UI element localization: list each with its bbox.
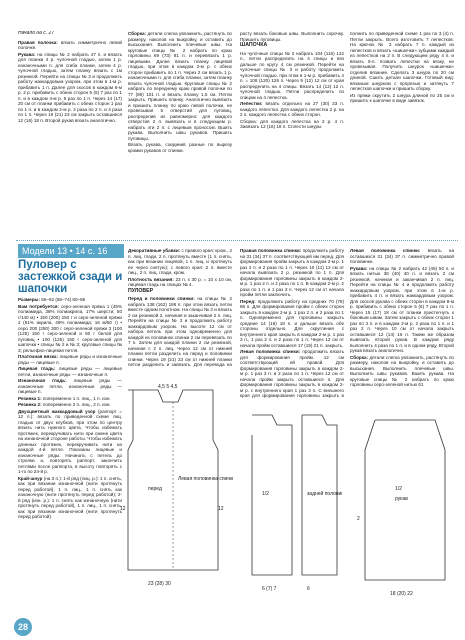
paragraph — [18, 354, 122, 365]
paragraph-text: серо-зеленая пряжа 1 (45% полиамида, 38% полиакрила, 17% шерсти; 50 г/140 м) • 150 (200) 250 г и серо-зеленой пряжи 2 (51% акрила, 49% полиамида; 16 м/50 г) • серо 200 (250) 300 г серо-зеленой пряжи 3 (100 (125) 150 г серо-зеленой и 50 г белой для пуговиц • 100 (125) 150 г серо-зеленой для шапочки • спицы № 2 и № 3; круговые спицы № 3; рельефно-лицевая петля. — [18, 303, 122, 353]
paragraph-heading: Сборка: — [350, 354, 369, 360]
paragraph-heading: Правая полочка: — [18, 39, 58, 45]
svg-text:6: 6 — [307, 586, 310, 592]
paragraph-heading: Рукава: — [350, 265, 368, 271]
paragraph-heading: Вам потребуется: — [18, 303, 59, 309]
paragraph-heading: Рукава: — [18, 51, 36, 57]
column-2-top — [128, 31, 232, 236]
paragraph-text: попеременно 1 п. лиц., 1 п. изн. — [41, 395, 111, 401]
paragraph-text: расту вязать боковые швы. Выполнить сорочку. Пришить пуговицы. — [240, 31, 344, 42]
paragraph — [240, 248, 344, 298]
column-1-top — [18, 31, 122, 236]
paragraph-heading: Платочная вязка: — [18, 354, 58, 359]
paragraph-text: 56–62 (68–74) 80–86 — [40, 297, 86, 302]
paragraph-text: (раппорт = 12 п.): вязать по приведенной схеме лиц. гладью от двух клубков, при этом по центру вязать нить нужного цвета. Чтобы избежать протяжек, перекручивать нити при смене цвета на изнаночной стороне работы. Чтобы избежать длинных протяжек, перекручивать нити на каждой 4-й петле. Показаны лицевые и изнаночные ряды. Начинать с петель до стрелки a, повторять раппорт, закончить петлями после раппорта, в высоту повторять с 1-го по 24-й р. — [18, 408, 122, 474]
paragraph — [128, 248, 232, 276]
paragraph — [240, 119, 344, 130]
paragraph — [18, 396, 122, 402]
paragraph-text: Вязать рукава, соединив разные по вырезу кромки рукавов от спинки. — [128, 142, 232, 153]
column-3-top — [240, 31, 344, 236]
paragraph-heading: Лицевая гладь: — [18, 366, 56, 371]
paragraph — [240, 51, 344, 101]
svg-text:2: 2 — [357, 516, 360, 522]
paragraph-text: полнить по приведенной схеме 1 раз по 3 (4) п. Петли закрыть. Всего изготовить 7 лепестков. На крючок № 3 набрать 7 п. каждый из лепестков и вязать «шишечки» зубцами каждый из лепестков на 2 п. В следующем ряду 4 п. и вязать 5-п. позвать лепестки на вязку, не провязывая. Получить шнурок «шишечки» отделив вязание. Сделать 3 шнура по 20 см длиной. Сшить детали шапочки. Готовый вид: вязаным шнурком с прорезью и затянуть 7 лепестков шапочки и пришить сборку. — [350, 31, 454, 91]
paragraph-text: продолжить вязать для формирования пройм. 12 см соответствующий ей правой. Для формирования горловины закрыть в каждом 2-м р. 1 раз 3 п. и 2 раза по 1 п. Через 12 см от начала пройм закрыть оставшиеся п. Для формирования горловины закрыть в каждом 2-м р. с внутреннего края 1 раз 3 п. С внешнего края для формирования горловины закрыть в — [240, 349, 344, 398]
pattern-diagram-sleeve — [355, 410, 455, 610]
paragraph-text: лицевые ряды и изнаночные ряды — лицевые п. — [18, 354, 122, 365]
paragraph-heading: Правая половинка спинки: — [240, 248, 302, 253]
paragraph-heading: Перед и половинки спинки: — [128, 296, 195, 301]
paragraph-heading: Двухцветный жаккардовый узор — [18, 408, 96, 414]
paragraph — [18, 409, 122, 475]
paragraph — [18, 297, 122, 303]
pattern-diagram-back — [242, 405, 342, 605]
paragraph-heading: Плотность вязания: — [128, 276, 174, 282]
paragraph-text: на спицы № 2 набрать 42 (46) 50 п. и вязать нитью 36 (40) 40 п. и вязать 2 см резинкой, начиная и заканчивая 2 п. лиц. Перейти на спицы № 4 и продолжить работу жаккардовым узором, при этом в 1-м р. прибавить 4 п. и вязать жаккардовым узором. Для скосов рукава с обеих сторон в каждом 8-м р. прибавить с обеих сторон 5 (6) 7 раз по 1 п. Через 15 (17) 18 см от планки пристегнуть к боковым швам. Затем закрыть с обеих сторон 1 раз по 3 п. и в каждом 2-м р. 2 раза по 1 п. и 1 раз 2 п. Через 10 см от начала закрыть оставшиеся 12 (14) 16 п. Таким же образом вывязать второй рукав. В каждом ряду выполнить 4 раза по 1 п. и в одном ряду. Второй рукав вязать аналогично. — [350, 265, 454, 353]
svg-text:12: 12 — [120, 506, 126, 512]
paragraph — [240, 349, 344, 398]
svg-text:рукав: рукав — [395, 496, 408, 502]
paragraph-heading: Край-шнур — [18, 475, 43, 481]
paragraph — [18, 40, 122, 51]
model-title: Пуловер с застежкой сзади и шапочки — [18, 259, 123, 295]
svg-text:задней половинки: задней полови — [307, 491, 342, 497]
paragraph — [128, 31, 232, 141]
paragraph-text: Из пряжи скрутить 2 шнура длиной по 25 см и пришить к шапочке в виде завязок. — [350, 92, 454, 103]
paragraph-heading: Левая половинка спинки: — [350, 248, 421, 253]
svg-text:1/2: 1/2 — [395, 486, 402, 492]
paragraph-heading: Сборка: — [128, 31, 147, 36]
section-divider — [16, 240, 458, 241]
paragraph-text: детали слегка увлажнить, растянуть по размеру, наколов на выкройку, и оставить до высыхания. Выполнить плечевые швы. На круговые спицы № 2 набрать по краю горловины 69 (73) 81 п. и перевязать 1 р. лицевыми. Далее вязать планку лицевой гладью, при этом в каждом 2-м р. с обеих сторон прибавить по 1 п. Через 2 см вязать 1 р. изнаночными п. для сгиба планки, затем планку вязать чулочной гладью. Круговые спицы № 2 набрать по переднему краю правой полочки по 77 (89) 101 п. и вязать планку 1,5 см. Петли закрыть. Пришить планку. Аналогично вывязать и пришить планку по краю левой полочки, не провязывая 5 отверстий для пуговиц, распределив их равномерно: для каждого отверстия 2 п. вывязать и в следующем р. набрать эти 2 п. с лицевым проносом. Вшить рукава. Выполнить швы рукавов. Пришить пуговицы. — [128, 31, 232, 141]
column-4-top — [350, 31, 454, 236]
paragraph-text: (на 3 п.): 1-й ряд (лиц. р.): 1 п. снять, как при вязании изнаночной (нити протянуть перед работой), 1 п. лиц., 1 п. снять как изнаночную (нити протянуть перед работой); 2-й ряд (изн. р.): 1 п. снять как изнаночную (нити протянуть перед работой), 1 п. лиц., 1 п. снять, как при вязании изнаночной (нити протянуть перед работой). — [18, 475, 122, 519]
svg-text:12: 12 — [218, 506, 224, 512]
column-4-bottom — [350, 248, 454, 408]
page-number: 28 — [14, 618, 32, 636]
paragraph — [240, 31, 344, 42]
column-3-bottom — [240, 248, 344, 398]
paragraph-text: попеременно 2 п. лиц., 2 п. изн. — [41, 402, 111, 407]
paragraph-heading: Декоративные убавки: — [128, 248, 181, 253]
paragraph-text: продолжить работу на средних 70 (78) 86 п. Для формирования пройм с обеих сторон закрыть в каждом 2-м р. 1 раз 2 п. и 2 раза по 1 п. Одновременно для горловины закрыть средние 14 (16) 18 п. и дальше вязать обе стороны отдельно. Для скругления с внутреннего края закрыть в каждом 2-м р. 1 раз 3 п., 1 раз 2 п. и 2 раза по 1 п. Через 12 см от начала пройм оставшиеся 17 (19) 21 п. закрыть. — [240, 298, 344, 348]
paragraph — [128, 296, 232, 368]
paragraph-text: Сборка: для каждого лепестка на 2 р. 4 п. Завязать 12 (16) 18 п. Сплести шнуры — [240, 118, 344, 129]
front-label: перед — [148, 486, 162, 492]
paragraph-text: на спицы № 2 набрать 138 (162) 186 п. при этом вязать петли вместе одним полотном. На спицы № 3 и вязать 2 см резинкой 2, начиная и заканчивая 2 п. лиц. Перейти на спицы № 3 и продолжить работу жаккардовым узором. На высоте 12 см от набора петель при этом одновременно для каждой из половинок спинки 2 см перевязать по 7 п. Затем для каждой планки 2 см резинкой, начиная с 2 п. лиц. Через 12 см от нижней планки петли разделить на перед и половинки спинки. Через 19 (21) 23 см от нижней планки петли разделить и завязать. Для перевода на — [128, 296, 232, 367]
paragraph-text: продолжить работу на 31 (34) 37 п. соответствующей им перед. Для формирования пройм закрыть в каждом 2-м р. 1 раз 2 п. и 2 раза по 1 п. Через 10 (11) 12 см от начала вывязать 2 р. резинкой по 1 п. Для формирования горловины закрыть в каждом 2-м р. 1 раз 2 п. и 2 раза по 1 п. В каждом 2-м р. 2 раза по 1 п. и 1 раз 3 п. Через 12 см от начала пройм петли заключить. — [240, 248, 344, 297]
paragraph — [18, 304, 122, 354]
pattern-diagram-front — [118, 380, 233, 610]
paragraph-heading: Изнаночная гладь: — [18, 378, 67, 383]
paragraph-heading: Левая половинка спинки: — [240, 349, 301, 354]
svg-text:6 (7) 7: 6 (7) 7 — [262, 586, 277, 592]
paragraph-heading: Перед: — [240, 298, 256, 304]
continued-label: Начало на с. 27 — [18, 31, 55, 36]
paragraph — [350, 355, 454, 388]
paragraph — [350, 93, 454, 104]
paragraph-text: лицевые ряды — изнаночные петли, изнаночные ряды — лицевые п. — [18, 378, 122, 394]
paragraph — [18, 476, 122, 520]
paragraph-text: с правого края: кром., 2 п. лиц. глади, 2 п. протянуть вместе (1 п. снять, как при вязании лицевой, 1 п. лиц. и протянуть ее через снятую); с левого края: 2 п. вместе лиц., 2 п. лиц. глади, кром. — [128, 248, 232, 275]
paragraph — [128, 277, 232, 288]
paragraph-text: вязать на оставшихся 31 (34) 37 п. симметрично правой половинке. — [350, 248, 454, 264]
paragraph — [350, 248, 454, 265]
paragraph-heading: Резинка 2: — [18, 402, 42, 407]
section-heading: ШАПОЧКА — [240, 42, 268, 48]
paragraph-heading: Резинка 1: — [18, 395, 42, 401]
section-heading: ПУЛОВЕР — [128, 287, 154, 294]
paragraph-heading: Лепестки: — [240, 101, 263, 106]
svg-text:18 (20) 22: 18 (20) 22 — [390, 591, 413, 597]
paragraph — [18, 378, 122, 395]
paragraph — [240, 299, 344, 349]
paragraph-text: 23 п. х 30 р. = 10 х 10 см, лицевая гладь на спицах № 4. — [128, 276, 232, 287]
paragraph-text: На чулочные спицы № 2 набрать 104 (116) 122 п., петли распределить на 4 спицы и вяз дальше по кругу 4 см резинкой. Перейти на чулочные спицы № 3 и работу продолжить чулочной гладью, при этом в 1-м р. прибавить 4 п. = 108 (120) 126 п. Через 9 (12) 12 см от края распределить на 4 спицы. Вязать 14 (12) 12 п. чулочной гладью. Петли распределить по спицам на 4 лепестка. — [240, 50, 344, 100]
paragraph-text: вязать симметрично левой полочке. — [18, 39, 122, 50]
paragraph — [18, 402, 122, 408]
paragraph — [128, 142, 232, 153]
paragraph — [350, 31, 454, 92]
model-banner: Модели 13 • 14 с. 16 — [18, 244, 124, 258]
svg-text:1/2: 1/2 — [262, 491, 269, 497]
paragraph — [350, 266, 454, 354]
svg-text:23 (28) 30: 23 (28) 30 — [148, 581, 171, 587]
paragraph-text: детали слегка увлажнить, растянуть по размеру, наколов на выкройку, и оставить до высыхания. Выполнить плечевые швы. Выполнить швы рукавов. Вшить рукава. На круговые спицы № 2 набрать по краю горловины серо-зеленой нитью 61 — [350, 354, 454, 387]
half-back-label: Левая половинка спинки — [178, 476, 233, 482]
paragraph — [18, 366, 122, 377]
paragraph-text: на спицы № 2 набрать 47 п. и вязать для планки 4 р. чулочной гладью, затем 1 р. изнаночными п. для сгиба планки, затем 4 р. чулочной гладью, затем планку вязать с 1м резинкой. Перейти на спицы № 3 и продолжить работу жаккардовым узором, при этом в 1-м р. прибавить 1 п. Далее для скосов в каждом 6-м р. 2 р. прибавить с обеих сторон 5 (6) 7 раз по 1 п. и в каждом 4-м р. 5 раз по 1 п. Через 14 (17) 20 см от планки прибавить с обеих сторон 1 раз по 1 п. и в каждом 2-м р. 2 раза по 2 п. и 4 раза по 1 п. Через 19 (21) 23 см закрыть оставшиеся 12 (16) 18 п. Второй рукав вязать аналогично. — [18, 51, 122, 123]
paragraph-text: лицевые ряды — лицевые петли, изнаночные ряды — изнаночные п. — [18, 366, 122, 377]
paragraph — [240, 101, 344, 118]
column-2-bottom — [128, 248, 232, 368]
paragraph-text: вязать отдельно на 27 (30) 33 п. каждого лепестка. Для каждого лепестка 2 р. на 2 п. каждого лепестка с обеих сторон. — [240, 101, 344, 117]
paragraph-heading: Размеры: — [18, 297, 40, 302]
svg-text:4,5 5 4,5: 4,5 5 4,5 — [158, 384, 178, 390]
column-1-bottom — [18, 297, 122, 615]
paragraph — [18, 52, 122, 124]
